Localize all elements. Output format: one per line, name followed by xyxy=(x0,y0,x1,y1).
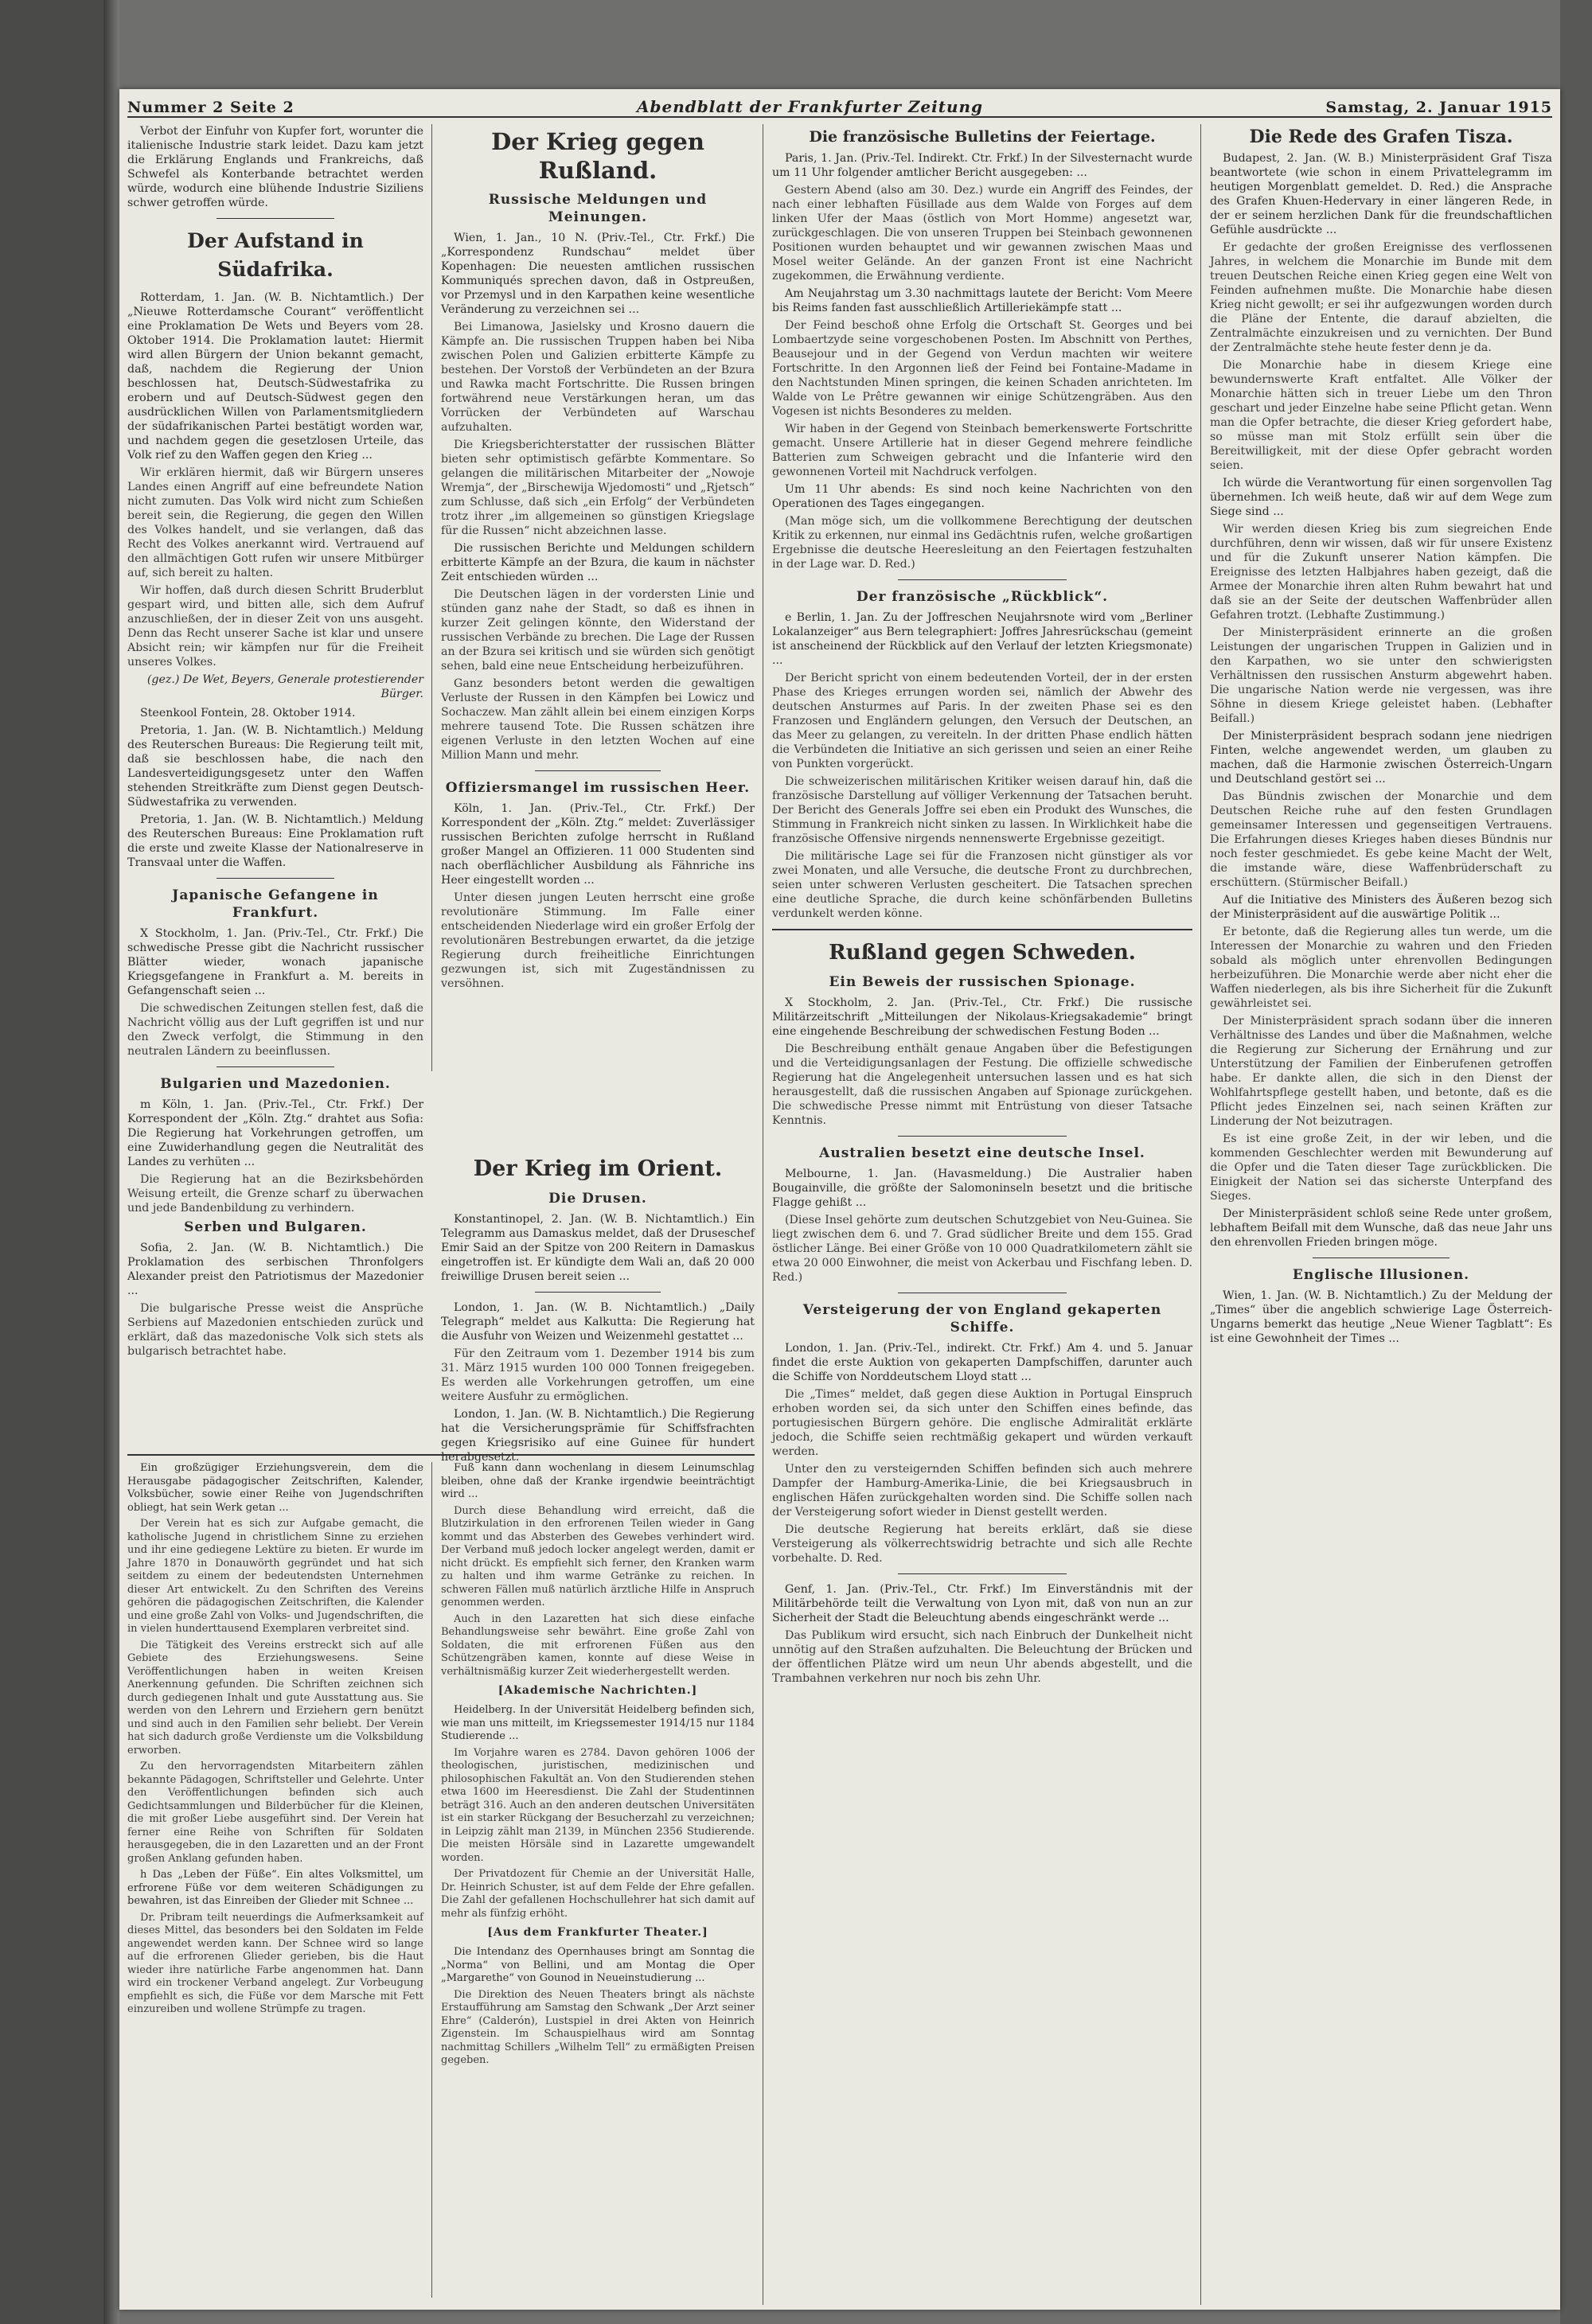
subhead-schweden: Ein Beweis der russischen Spionage. xyxy=(829,974,1136,990)
column-divider xyxy=(431,1462,432,2298)
feuilleton-text: Die Intendanz des Opernhauses bringt am Sonntag die „Norma“ von Bellini, und am Montag die Oper „Margarethe“ von Gounod in Neueinstudierung ... xyxy=(441,1946,755,1984)
headline-theater: [Aus dem Frankfurter Theater.] xyxy=(487,1926,708,1939)
headline-schweden: Rußland gegen Schweden. xyxy=(829,941,1136,965)
article-text: Die russischen Berichte und Meldungen schildern erbitterte Kämpfe an der Bzura, die kaum in nächster Zeit entschieden würden ... xyxy=(441,542,755,583)
page-number: Nummer 2 Seite 2 xyxy=(127,99,295,116)
feuilleton-text: Fuß kann dann wochenlang in diesem Leinumschlag bleiben, ohne daß der Kranke irgendwie beeinträchtigt wird ... xyxy=(441,1462,755,1500)
article-text: Am Neujahrstag um 3.30 nachmittags lautete der Bericht: Vom Meere bis Reims fanden fast ausschließlich Artilleriekämpfe statt ... xyxy=(772,287,1192,314)
intro-text: Verbot der Einfuhr von Kupfer fort, worunter die italienische Industrie stark leidet. Dazu kam jetzt die Erklärung Englands und Frankreichs, daß Schwefel als Konterbande betrachtet werden würde, wodurch eine blühende Industrie Siziliens schwer getroffen würde. xyxy=(127,125,423,209)
article-text: m Köln, 1. Jan. (Priv.-Tel., Ctr. Frkf.) Der Korrespondent der „Köln. Ztg.“ drahtet aus Sofia: Die Regierung hat Vorkehrungen getroffen, um eine Zuwiderhandlung gegen die Neutralität des Landes zu verhüten ... xyxy=(127,1098,423,1168)
article-text: Genf, 1. Jan. (Priv.-Tel., Ctr. Frkf.) Im Einverständnis mit der Militärbehörde teilt die Verwaltung von Lyon mit, daß von nun an zur Sicherheit der Stadt die Beleuchtung abends eingeschränkt werde ... xyxy=(772,1583,1192,1624)
book-binding xyxy=(0,0,119,2324)
headline-orient: Der Krieg im Orient. xyxy=(473,1156,723,1181)
article-text: Konstantinopel, 2. Jan. (W. B. Nichtamtlich.) Ein Telegramm aus Damaskus meldet, daß der Druseschef Emir Said an der Spitze von 200 Reitern in Damaskus eingetroffen ist. Er kündigte dem Wali an, daß 20 000 freiwillige Drusen bereit seien ... xyxy=(441,1213,755,1283)
article-text: Um 11 Uhr abends: Es sind noch keine Nachrichten von den Operationen des Tages eingegangen. xyxy=(772,483,1192,510)
headline-tisza: Die Rede des Grafen Tisza. xyxy=(1249,127,1513,147)
headline-russland: Der Krieg gegen Rußland. xyxy=(491,128,704,184)
article-text: Wien, 1. Jan., 10 N. (Priv.-Tel., Ctr. Frkf.) Die „Korrespondenz Rundschau“ meldet über Kopenhagen: Die neuesten amtlichen russischen Kommuniqués sprechen davon, daß in Ostpreußen, vor Przemysl und in den Karpathen keine wesentliche Veränderung zu verzeichnen sei ... xyxy=(441,232,755,316)
feuilleton-rule xyxy=(127,1454,755,1456)
headline-bulgarien: Bulgarien und Mazedonien. xyxy=(160,1076,391,1092)
article-text: X Stockholm, 2. Jan. (Priv.-Tel., Ctr. Frkf.) Die russische Militärzeitschrift „Mitteilungen der Nikolaus-Kriegsakademie“ bringt eine eingehende Beschreibung der schwedischen Festung Boden ... xyxy=(772,996,1192,1038)
article-text: London, 1. Jan. (Priv.-Tel., indirekt. Ctr. Frkf.) Am 4. und 5. Januar findet die erste Auktion von gekaperten Dampfschiffen, darunter auch die Schiffe von Norddeutschem Lloyd statt ... xyxy=(772,1342,1192,1383)
article-text: Sofia, 2. Jan. (W. B. Nichtamtlich.) Die Proklamation des serbischen Thronfolgers Alexander preist den Patriotismus der Mazedonier ... xyxy=(127,1242,423,1297)
article-text: Der Ministerpräsident besprach sodann jene niedrigen Finten, welche angewendet werden, um glauben zu machen, daß die Harmonie zwischen Österreich-Ungarn und Deutschland gestört sei ... xyxy=(1210,730,1552,786)
feuilleton-text: Heidelberg. In der Universität Heidelberg befinden sich, wie man uns mitteilt, im Kriegssemester 1914/15 nur 1184 Studierende ... xyxy=(441,1704,755,1742)
running-header xyxy=(127,89,1552,118)
headline-japan: Japanische Gefangene in Frankfurt. xyxy=(172,887,379,921)
article-text: London, 1. Jan. (W. B. Nichtamtlich.) „Daily Telegraph“ meldet aus Kalkutta: Die Regierung hat die Ausfuhr von Weizen und Weizenmehl gestattet ... xyxy=(441,1301,755,1343)
page-edge xyxy=(1560,0,1592,2324)
article-text: Rotterdam, 1. Jan. (W. B. Nichtamtlich.) Der „Nieuwe Rotterdamsche Courant“ veröffentlicht eine Proklamation De Wets und Beyers vom 28. Oktober 1914. Die Proklamation lautet: Hiermit wird allen Bürgern der Union bekannt gemacht, daß, nachdem die Regierung der Union beschlossen hat, Deutsch-Südwestafrika zu erobern und auf Deutsch-Südwest gegen den ausdrücklichen Willen von Parlamentsmitgliedern der südafrikanischen Partei bestätigt worden war, und nachdem gegen die gesetzlosen Urteile, das Volk rief zu den Waffen gegen den Krieg ... xyxy=(127,291,423,462)
article-text: e Berlin, 1. Jan. Zu der Joffreschen Neujahrsnote wird vom „Berliner Lokalanzeiger“ aus Bern telegraphiert: Joffres Jahresrückschau (gemeint ist anscheinend der Rückblick auf den Verlauf der letzten Kriegsmonate) ... xyxy=(772,611,1192,667)
orient-block: Der Krieg im Orient. Die Drusen. Konstantinopel, 2. Jan. (W. B. Nichtamtlich.) Ein Telegramm aus Damaskus meldet, daß der Druseschef Emir Said an der Spitze von 200 Reitern in Damaskus eingetroffen ist. Er kündigte dem Wali an, daß 20 000 freiwillige Drusen bereit seien ... London, 1. Jan. (W. B. Nichtamtlich.) „Daily Telegraph“ meldet aus Kalkutta: Die Regierung hat die Ausfuhr von Weizen und Weizenmehl gestattet ... Für den Zeitraum vom 1. Dezember 1914 bis zum 31. März 1915 wurden 100 000 Tonnen freigegeben. Es werden alle Vorkehrungen getroffen, um eine weitere Ausfuhr zu ermöglichen. London, 1. Jan. (W. B. Nichtamtlich.) Die Regierung hat die Versicherungsprämie für Schiffsfrachten gegen Kriegsrisiko auf eine Guinee für hundert herabgesetzt. xyxy=(441,1156,755,1464)
column-3: Die französische Bulletins der Feiertage. Paris, 1. Jan. (Priv.-Tel. Indirekt. Ctr. Frkf.) In der Silvesternacht wurde um 11 Uhr folgender amtlicher Bericht ausgegeben: ... Gestern Abend (also am 30. Dez.) wurde ein Angriff des Feindes, der nach einer lebhaften Füsillade aus dem Walde von Forges auf dem linken Ufer der Maas (östlich von Mort Homme) angesetzt war, zurückgeschlagen. Die von unseren Truppen bei Steinbach gewonnenen Positionen wurden behauptet und wir gewannen zwischen Maas und Mosel weiter Gelände. An der ganzen Front ist eine Nachricht zugekommen, die Erwähnung verdiente. Am Neujahrstag um 3.30 nachmittags lautete der Bericht: Vom Meere bis Reims fanden fast ausschließlich Artilleriekämpfe statt ... Der Feind beschoß ohne Erfolg die Ortschaft St. Georges und bei Lombaertzyde seine vorgeschobenen Posten. Im Abschnitt von Perthes, Beausejour und in der Gegend von Verdun machten wir weitere Fortschritte. In den Argonnen ließ der Feind bei Fontaine-Madame in den Nachtstunden Minen springen, die keinen Schaden anrichteten. Im Walde von Le Prêtre gewannen wir einige Schützengräben. Aus den Vogesen ist nichts Besonderes zu melden. Wir haben in der Gegend von Steinbach bemerkenswerte Fortschritte gemacht. Unsere Artillerie hat in dieser Gegend mehrere feindliche Batterien zum Schweigen gebracht und die Infanterie wird den gewonnenen Vorteil mit Nachdruck verfolgen. Um 11 Uhr abends: Es sind noch keine Nachrichten von den Operationen des Tages eingegangen. (Man möge sich, um die vollkommene Berechtigung der deutschen Kritik zu erkennen, nur einmal ins Gedächtnis rufen, welche großartigen Ergebnisse die deutsche Heeresleitung an den Feiertagen festzuhalten in der Lage war. D. Red.) Der französische „Rückblick“. e Berlin, 1. Jan. Zu der Joffreschen Neujahrsnote wird vom „Berliner Lokalanzeiger“ aus Bern telegraphiert: Joffres Jahresrückschau (gemeint ist anscheinend der Rückblick auf den Verlauf der letzten Kriegsmonate) ... Der Bericht spricht von einem bedeutenden Vorteil, der in der ersten Phase des Krieges errungen worden sei, nämlich der Abwehr des deutschen Ansturmes auf Paris. In der zweiten Phase sei es den Franzosen und Engländern gelungen, den Versuch der Deutschen, an das Meer zu gelangen, zu vereiteln. In der dritten Phase endlich hätten die Verbündeten die Initiative an sich gerissen und seien an einer Reihe von Punkten vorgerückt. Die schweizerischen militärischen Kritiker weisen darauf hin, daß die französische Darstellung auf völliger Verkennung der Tatsachen beruht. Der Bericht des Generals Joffre sei eben ein Produkt des Wunsches, die Stimmung in Frankreich nicht sinken zu lassen. In Wirklichkeit habe die französische Offensive nirgends nennenswerte Ergebnisse gezeitigt. Die militärische Lage sei für die Franzosen nicht günstiger als vor zwei Monaten, und alle Versuche, die deutsche Front zu durchbrechen, seien unter schweren Verlusten gescheitert. Die Tatsachen sprechen eine deutliche Sprache, die durch keine schönfärbenden Bulletins verdunkelt werden könne. Rußland gegen Schweden. Ein Beweis der russischen Spionage. X Stockholm, 2. Jan. (Priv.-Tel., Ctr. Frkf.) Die russische Militärzeitschrift „Mitteilungen der Nikolaus-Kriegsakademie“ bringt eine eingehende Beschreibung der schwedischen Festung Boden ... Die Beschreibung enthält genaue Angaben über die Befestigungen und die Verteidigungsanlagen der Festung. Die offizielle schwedische Regierung hat die Angelegenheit untersuchen lassen und es hat sich herausgestellt, daß die russischen Angaben auf Spionage zurückgehen. Die schwedische Presse nimmt mit Entrüstung von dieser Tatsache Kenntnis. Australien besetzt eine deutsche Insel. Melbourne, 1. Jan. (Havasmeldung.) Die Australier haben Bougainville, die größte der Salomoninseln besetzt und die britische Flagge gehißt ... (Diese Insel gehörte zum deutschen Schutzgebiet von Neu-Guinea. Sie liegt zwischen dem 6. und 7. Grad südlicher Breite und dem 155. Grad östlicher Länge. Bei einer Größe von 10 000 Quadratkilometern zählt sie etwa 20 000 Einwohner, die meist von Ackerbau und Fischfang leben. D. Red.) Versteigerung der von England gekaperten Schiffe. London, 1. Jan. (Priv.-Tel., indirekt. Ctr. Frkf.) Am 4. und 5. Januar findet die erste Auktion von gekaperten Dampfschiffen, darunter auch die Schiffe von Norddeutschem Lloyd statt ... Die „Times“ meldet, daß gegen diese Auktion in Portugal Einspruch erhoben worden sei, da sich unter den Schiffen eines befinde, das portugiesischen Bürgern gehöre. Die englische Admiralität erklärte jedoch, die Schiffe seien rechtmäßig gekapert und würden verkauft werden. Unter den zu versteigernden Schiffen befinden sich auch mehrere Dampfer der Hamburg-Amerika-Linie, die bei Kriegsausbruch in englischen Häfen zurückgehalten worden sind. Die Schiffe sollen nach der Versteigerung sofort wieder in Dienst gestellt werden. Die deutsche Regierung hat bereits erklärt, daß sie diese Versteigerung als völkerrechtswidrig betrachte und sich alle Rechte vorbehalte. D. Red. Genf, 1. Jan. (Priv.-Tel., Ctr. Frkf.) Im Einverständnis mit der Militärbehörde teilt die Verwaltung von Lyon mit, daß von nun an zur Sicherheit der Stadt die Beleuchtung abends eingeschränkt werde ... Das Publikum wird ersucht, sich nach Einbruch der Dunkelheit nicht unnötig auf den Straßen aufzuhalten. Die Beleuchtung der Brücken und der öffentlichen Plätze wird um neun Uhr abends abgestellt, und die Trambahnen verkehren nur noch bis zehn Uhr. xyxy=(772,128,1192,1685)
subhead-russ: Russische Meldungen und Meinungen. xyxy=(488,192,708,225)
headline-serben: Serben und Bulgaren. xyxy=(184,1219,367,1235)
signature: (gez.) De Wet, Beyers, Generale protestierender Bürger. xyxy=(146,673,423,700)
newspaper-page xyxy=(119,89,1560,2310)
headline-offiziere: Offiziersmangel im russischen Heer. xyxy=(445,780,751,796)
headline-frankreich: Die französische Bulletins der Feiertage. xyxy=(809,128,1156,146)
article-text: X Stockholm, 1. Jan. (Priv.-Tel., Ctr. Frkf.) Die schwedische Presse gibt die Nachricht russischer Blätter wieder, wonach japanische Kriegsgefangene in Frankfurt a. M. bereits in Gefangenschaft seien ... xyxy=(127,927,423,997)
headline-rueckblick: Der französische „Rückblick“. xyxy=(856,589,1109,605)
headline-australien: Australien besetzt eine deutsche Insel. xyxy=(819,1145,1145,1161)
feuilleton-text: Ein großzügiger Erziehungsverein, dem die Herausgabe pädagogischer Zeitschriften, Kalender, Volksbücher, sowie einer Reihe von Jugendschriften obliegt, hat sein Werk getan ... xyxy=(127,1462,423,1514)
article-text: Melbourne, 1. Jan. (Havasmeldung.) Die Australier haben Bougainville, die größte der Salomoninseln besetzt und die britische Flagge gehißt ... xyxy=(772,1168,1192,1209)
dateline: Steenkool Fontein, 28. Oktober 1914. xyxy=(140,707,356,719)
article-text: Wien, 1. Jan. (W. B. Nichtamtlich.) Zu der Meldung der „Times“ über die angeblich schwierige Lage Österreich-Ungarns bemerkt das heutige „Neue Wiener Tagblatt“: Es ist eine Gewohnheit der Times ... xyxy=(1210,1289,1552,1345)
article-text: Ich würde die Verantwortung für einen sorgenvollen Tag übernehmen. Ich weiß heute, daß wir auf dem Wege zum Siege sind ... xyxy=(1210,477,1552,518)
headline-illusionen: Englische Illusionen. xyxy=(1292,1267,1470,1283)
article-text: Auf die Initiative des Ministers des Äußeren bezog sich der Ministerpräsident auf die auswärtige Politik ... xyxy=(1210,894,1552,921)
article-text: London, 1. Jan. (W. B. Nichtamtlich.) Die Regierung hat die Versicherungsprämie für Schiffsfrachten gegen Kriegsrisiko auf eine Guinee für hundert herabgesetzt. xyxy=(441,1408,755,1464)
article-text: Der Ministerpräsident schloß seine Rede unter großem, lebhaftem Beifall mit dem Wunsche, daß das neue Jahr uns den ehrenvollen Frieden bringen möge. xyxy=(1210,1207,1552,1249)
column-2: Der Krieg gegen Rußland. Russische Meldungen und Meinungen. Wien, 1. Jan., 10 N. (Priv.-Tel., Ctr. Frkf.) Die „Korrespondenz Rundschau“ meldet über Kopenhagen: Die neuesten amtlichen russischen Kommuniqués sprechen davon, daß in Ostpreußen, vor Przemysl und in den Karpathen keine wesentliche Veränderung zu verzeichnen sei ... Bei Limanowa, Jasielsky und Krosno dauern die Kämpfe an. Die russischen Truppen haben bei Niba zwischen Polen und Galizien erbitterte Kämpfe zu bestehen. Der Vorstoß der Verbündeten an der Bzura und Rawka macht Fortschritte. Die Russen bringen fortwährend neue Verstärkungen heran, um das Vorrücken der Verbündeten auf Warschau aufzuhalten. Die Kriegsberichterstatter der russischen Blätter bieten sehr optimistisch gefärbte Kommentare. So gelangen die militärischen Mitarbeiter der „Nowoje Wremja“, der „Birschewija Wjedomosti“ und „Rjetsch“ zum Schlusse, daß sich „ein Erfolg“ der Verbündeten trotz ihrer „im allgemeinen so günstigen Kriegslage für die Russen“ nicht abzeichnen lasse. Die russischen Berichte und Meldungen schildern erbitterte Kämpfe an der Bzura, die kaum in nächster Zeit entschieden würden ... Die Deutschen lägen in der vordersten Linie und stünden ganz nahe der Stadt, so daß es ihnen in kurzer Zeit gelingen könnte, den Widerstand der russischen Verbände zu brechen. Die Lage der Russen an der Bzura sei kritisch und sie würden sich genötigt sehen, bald eine neue Entscheidung herbeizuführen. Ganz besonders betont werden die gewaltigen Verluste der Russen in den Kämpfen bei Lowicz und Sochaczew. Man zählt allein bei einem einzigen Korps mehrere tausend Tote. Die Russen schätzen ihre eigenen Verluste in den letzten Wochen auf eine Million Mann und mehr. Offiziersmangel im russischen Heer. Köln, 1. Jan. (Priv.-Tel., Ctr. Frkf.) Der Korrespondent der „Köln. Ztg.“ meldet: Zuverlässiger russischen Berichten zufolge herrscht in Rußland großer Mangel an Offizieren. 11 000 Studenten sind nach oberflächlicher Ausbildung als Fähnriche ins Heer eingestellt worden ... Unter diesen jungen Leuten herrscht eine große revolutionäre Stimmung. Im Falle einer entscheidenden Niederlage wird ein großer Erfolg der revolutionären Bestrebungen erwartet, da die jetzige Regierung durch freiheitliche Einrichtungen gezwungen ist, sich mit Zugeständnissen zu versöhnen. xyxy=(441,128,755,990)
issue-date: Samstag, 2. Januar 1915 xyxy=(1325,99,1552,116)
feuilleton-right: Fuß kann dann wochenlang in diesem Leinumschlag bleiben, ohne daß der Kranke irgendwie beeinträchtigt wird ... Durch diese Behandlung wird erreicht, daß die Blutzirkulation in den erfrorenen Teilen wieder in Gang kommt und das Absterben des Gewebes verhindert wird. Der Verband muß jedoch locker angelegt werden, damit er nicht drückt. Es empfiehlt sich ferner, den Kranken warm zu halten und ihm warme Getränke zu reichen. In schweren Fällen muß natürlich ärztliche Hilfe in Anspruch genommen werden. Auch in den Lazaretten hat sich diese einfache Behandlungsweise sehr bewährt. Eine große Zahl von Soldaten, die mit erfrorenen Füßen aus den Schützengräben kamen, konnte auf diese Weise in verhältnismäßig kurzer Zeit wiederhergestellt werden. [Akademische Nachrichten.] Heidelberg. In der Universität Heidelberg befinden sich, wie man uns mitteilt, im Kriegssemester 1914/15 nur 1184 Studierende ... Im Vorjahre waren es 2784. Davon gehören 1006 der theologischen, juristischen, medizinischen und philosophischen Fakultät an. Von den Studierenden stehen etwa 1600 im Heeresdienst. Die Zahl der Studentinnen beträgt 316. Auch an den anderen deutschen Universitäten ist ein starker Rückgang der Besucherzahl zu verzeichnen; in Leipzig zählt man 2139, in München 2356 Studierende. Die meisten Hörsäle sind in Lazarette umgewandelt worden. Der Privatdozent für Chemie an der Universität Halle, Dr. Heinrich Schuster, ist auf dem Felde der Ehre gefallen. Die Zahl der gefallenen Hochschullehrer hat sich damit auf mehr als fünfzig erhöht. [Aus dem Frankfurter Theater.] Die Intendanz des Opernhauses bringt am Sonntag die „Norma“ von Bellini, und am Montag die Oper „Margarethe“ von Gounod in Neueinstudierung ... Die Direktion des Neuen Theaters bringt als nächste Erstaufführung am Samstag den Schwank „Der Arzt seiner Ehre“ (Calderón), Lustspiel in drei Akten von Heinrich Zigenstein. Im Schauspielhaus wird am Sonntag nachmittag Schillers „Wilhelm Tell“ zu ermäßigten Preisen gegeben. xyxy=(441,1462,755,2066)
subhead-drusen: Die Drusen. xyxy=(548,1191,647,1207)
column-divider xyxy=(1200,124,1201,2305)
column-4: Die Rede des Grafen Tisza. Budapest, 2. Jan. (W. B.) Ministerpräsident Graf Tisza beantwortete (wie schon in einem Privattelegramm im heutigen Morgenblatt gemeldet. D. Red.) die Ansprache des Grafen Khuen-Hedervary in einer längeren Rede, in der er seinem herzlichen Dank für die freundschaftlichen Gefühle ausdrückte ... Er gedachte der großen Ereignisse des verflossenen Jahres, in welchem die Monarchie im Bunde mit dem treuen Deutschen Reiche einen Krieg gegen eine Welt von Feinden aufnehmen mußte. Die Monarchie habe diesen Krieg nicht gewollt; er sei ihr aufgezwungen worden durch die Pläne der Entente, die darauf abzielten, die Zentralmächte einzukreisen und zu vernichten. Der Bund der Zentralmächte stehe heute fester denn je da. Die Monarchie habe in diesem Kriege eine bewundernswerte Kraft entfaltet. Alle Völker der Monarchie hätten sich in treuer Liebe um den Thron geschart und jeder Einzelne habe seine Pflicht getan. Wenn man die Opfer betrachte, die dieser Krieg gefordert habe, so müsse man mit Stolz erfüllt sein über die Bereitwilligkeit, mit der diese Opfer gebracht worden seien. Ich würde die Verantwortung für einen sorgenvollen Tag übernehmen. Ich weiß heute, daß wir auf dem Wege zum Siege sind ... Wir werden diesen Krieg bis zum siegreichen Ende durchführen, denn wir wissen, daß wir für unsere Existenz und für die Zukunft unserer Nation kämpfen. Die Ereignisse des letzten Halbjahres haben gezeigt, daß die Armee der Monarchie ihren alten Ruhm bewahrt hat und daß sie an der Seite der deutschen Waffenbrüder allen Gefahren trotzt. (Lebhafte Zustimmung.) Der Ministerpräsident erinnerte an die großen Leistungen der ungarischen Truppen in Galizien und in den Karpathen, wo sie unter den schwierigsten Verhältnissen den russischen Ansturm abgewehrt haben. Die ungarische Nation werde nie vergessen, was ihre Söhne in diesem Kriege geleistet haben. (Lebhafter Beifall.) Der Ministerpräsident besprach sodann jene niedrigen Finten, welche angewendet werden, um glauben zu machen, daß die Harmonie zwischen Österreich-Ungarn und Deutschland gestört sei ... Das Bündnis zwischen der Monarchie und dem Deutschen Reiche ruhe auf den festen Grundlagen gemeinsamer Interessen und gegenseitigen Vertrauens. Die Erfahrungen dieses Krieges haben dieses Bündnis nur noch fester geschmiedet. Es gebe keine Macht der Welt, die imstande wäre, diese Waffenbrüderschaft zu erschüttern. (Stürmischer Beifall.) Auf die Initiative des Ministers des Äußeren bezog sich der Ministerpräsident auf die auswärtige Politik ... Er betonte, daß die Regierung alles tun werde, um die Interessen der Monarchie zu wahren und den Frieden sobald als möglich unter ehrenvollen Bedingungen herbeizuführen. Die Monarchie werde aber nicht eher die Waffen niederlegen, als bis ihre Sicherheit für die Zukunft gewährleistet sei. Der Ministerpräsident sprach sodann über die inneren Verhältnisse des Landes und über die Maßnahmen, welche die Regierung zur Sicherung der Ernährung und zur Unterstützung der Familien der Einberufenen getroffen habe. Er dankte allen, die sich in den Dienst der Wohlfahrtspflege gestellt haben, und betonte, daß es die Pflicht jedes Einzelnen sei, nach seinen Kräften zur Linderung der Not beizutragen. Es ist eine große Zeit, in der wir leben, und die kommenden Geschlechter werden mit Bewunderung auf die Opfer und die Taten dieser Tage zurückblicken. Die Einigkeit der Nation sei das sicherste Unterpfand des Sieges. Der Ministerpräsident schloß seine Rede unter großem, lebhaftem Beifall mit dem Wunsche, daß das neue Jahr uns den ehrenvollen Frieden bringen möge. Englische Illusionen. Wien, 1. Jan. (W. B. Nichtamtlich.) Zu der Meldung der „Times“ über die angeblich schwierige Lage Österreich-Ungarns bemerkt das heutige „Neue Wiener Tagblatt“: Es ist eine Gewohnheit der Times ... xyxy=(1210,127,1552,1345)
article-text: Paris, 1. Jan. (Priv.-Tel. Indirekt. Ctr. Frkf.) In der Silvesternacht wurde um 11 Uhr folgender amtlicher Bericht ausgegeben: ... xyxy=(772,152,1192,179)
article-text: Pretoria, 1. Jan. (W. B. Nichtamtlich.) Meldung des Reuterschen Bureaus: Eine Proklamation ruft die erste und zweite Klasse der Nationalreserve in Transvaal unter die Waffen. xyxy=(127,813,423,869)
feuilleton-text: h Das „Leben der Füße“. Ein altes Volksmittel, um erfrorene Füße vor dem weiteren Schädigungen zu bewahren, ist das Einreiben der Glieder mit Schnee ... xyxy=(127,1869,423,1907)
column-1: Verbot der Einfuhr von Kupfer fort, worunter die italienische Industrie stark leidet. Dazu kam jetzt die Erklärung Englands und Frankreichs, daß Schwefel als Konterbande betrachtet werden würde, wodurch eine blühende Industrie Siziliens schwer getroffen würde. Der Aufstand in Südafrika. Rotterdam, 1. Jan. (W. B. Nichtamtlich.) Der „Nieuwe Rotterdamsche Courant“ veröffentlicht eine Proklamation De Wets und Beyers vom 28. Oktober 1914. Die Proklamation lautet: Hiermit wird allen Bürgern der Union bekannt gemacht, daß, nachdem die Regierung der Union beschlossen hat, Deutsch-Südwestafrika zu erobern und auf Deutsch-Südwest gegen den ausdrücklichen Willen von Parlamentsmitgliedern der südafrikanischen Partei bestätigt worden war, und nachdem gegen die gesetzlosen Urteile, das Volk rief zu den Waffen gegen den Krieg ... Wir erklären hiermit, daß wir Bürgern unseres Landes einen Angriff auf eine befreundete Nation nicht zumuten. Das Volk wird nicht zum Schießen bereit sein, die Regierung, die gegen den Willen des Volkes handelt, und sie verlangen, daß das Recht des Volkes anerkannt wird. Vertrauend auf den allmächtigen Gott rufen wir unsere Mitbürger auf, sich bereit zu halten. Wir hoffen, daß durch diesen Schritt Bruderblut gespart wird, und bitten alle, sich dem Aufruf anzuschließen, der in dieser Zeit von uns ausgeht. Denn das Recht unserer Sache ist klar und unsere Absicht rein; wir kämpfen nur für die Freiheit unseres Volkes. (gez.) De Wet, Beyers, Generale protestierender Bürger. Steenkool Fontein, 28. Oktober 1914. Pretoria, 1. Jan. (W. B. Nichtamtlich.) Meldung des Reuterschen Bureaus: Die Regierung teilt mit, daß sie beschlossen habe, die nach den Landesverteidigungsgesetz unter den Waffen stehenden Streitkräfte zum Dienst gegen Deutsch-Südwestafrika zu verwenden. Pretoria, 1. Jan. (W. B. Nichtamtlich.) Meldung des Reuterschen Bureaus: Eine Proklamation ruft die erste und zweite Klasse der Nationalreserve in Transvaal unter die Waffen. Japanische Gefangene in Frankfurt. X Stockholm, 1. Jan. (Priv.-Tel., Ctr. Frkf.) Die schwedische Presse gibt die Nachricht russischer Blätter wieder, wonach japanische Kriegsgefangene in Frankfurt a. M. bereits in Gefangenschaft seien ... Die schwedischen Zeitungen stellen fest, daß die Nachricht völlig aus der Luft gegriffen ist und nur den Zweck verfolgt, die Stimmung in den neutralen Ländern zu beeinflussen. Bulgarien und Mazedonien. m Köln, 1. Jan. (Priv.-Tel., Ctr. Frkf.) Der Korrespondent der „Köln. Ztg.“ drahtet aus Sofia: Die Regierung hat Vorkehrungen getroffen, um eine Zuwiderhandlung gegen die Neutralität des Landes zu verhüten ... Die Regierung hat an die Bezirksbehörden Weisung erteilt, die Grenze scharf zu überwachen und jede Bandenbildung zu verhindern. Serben und Bulgaren. Sofia, 2. Jan. (W. B. Nichtamtlich.) Die Proklamation des serbischen Thronfolgers Alexander preist den Patriotismus der Mazedonier ... Die bulgarische Presse weist die Ansprüche Serbiens auf Mazedonien entschieden zurück und erklärt, daß das mazedonische Volk sich stets als bulgarisch betrachtet habe. xyxy=(127,125,423,1358)
article-text: Pretoria, 1. Jan. (W. B. Nichtamtlich.) Meldung des Reuterschen Bureaus: Die Regierung teilt mit, daß sie beschlossen habe, die nach den Landesverteidigungsgesetz unter den Waffen stehenden Streitkräfte zum Dienst gegen Deutsch-Südwestafrika zu verwenden. xyxy=(127,724,423,809)
feuilleton-left: Ein großzügiger Erziehungsverein, dem die Herausgabe pädagogischer Zeitschriften, Kalender, Volksbücher, sowie einer Reihe von Jugendschriften obliegt, hat sein Werk getan ... Der Verein hat es sich zur Aufgabe gemacht, die katholische Jugend in christlichem Sinne zu erziehen und ihr eine gediegene Lektüre zu bieten. Er wurde im Jahre 1870 in Donauwörth gegründet und hat sich seitdem zu einem der bedeutendsten Unternehmen dieser Art entwickelt. Zu den Schriften des Vereins gehören die pädagogischen Zeitschriften, die Kalender und eine große Zahl von Volks- und Jugendschriften, die in vielen hunderttausend Exemplaren verbreitet sind. Die Tätigkeit des Vereins erstreckt sich auf alle Gebiete des Erziehungswesens. Seine Veröffentlichungen haben in weiten Kreisen Anerkennung gefunden. Die Schriften zeichnen sich durch gediegenen Inhalt und gute Ausstattung aus. Sie werden von den Lehrern und Erziehern gern benützt und sind auch in den Familien sehr beliebt. Der Verein hat sich dadurch große Verdienste um die Volksbildung erworben. Zu den hervorragendsten Mitarbeitern zählen bekannte Pädagogen, Schriftsteller und Gelehrte. Unter den Veröffentlichungen befinden sich auch Gedichtsammlungen und Bilderbücher für die Kleinen, die mit großer Liebe ausgeführt sind. Der Verein hat ferner eine Reihe von Schriften für Soldaten herausgegeben, die in den Lazaretten und an der Front großen Anklang gefunden haben. h Das „Leben der Füße“. Ein altes Volksmittel, um erfrorene Füße vor dem weiteren Schädigungen zu bewahren, ist das Einreiben der Glieder mit Schnee ... Dr. Pribram teilt neuerdings die Aufmerksamkeit auf dieses Mittel, das besonders bei den Soldaten im Felde angewendet werden kann. Der Schnee wird so lange auf die erfrorenen Glieder gerieben, bis die Haut wieder ihre natürliche Farbe angenommen hat. Dann wird ein trockener Verband angelegt. Zur Vorbeugung empfiehlt es sich, die Füße vor dem Marsche mit Fett einzureiben und wollene Strümpfe zu tragen. xyxy=(127,1462,423,2015)
headline-versteigerung: Versteigerung der von England gekaperten Schiffe. xyxy=(802,1302,1162,1336)
headline-hochschul: [Akademische Nachrichten.] xyxy=(498,1684,698,1697)
masthead: Abendblatt der Frankfurter Zeitung xyxy=(636,97,984,116)
article-text: Köln, 1. Jan. (Priv.-Tel., Ctr. Frkf.) Der Korrespondent der „Köln. Ztg.“ meldet: Zuverlässiger russischen Berichten zufolge herrscht in Rußland großer Mangel an Offizieren. 11 000 Studenten sind nach oberflächlicher Ausbildung als Fähnriche ins Heer eingestellt worden ... xyxy=(441,802,755,887)
column-divider xyxy=(431,124,432,1071)
article-text: Budapest, 2. Jan. (W. B.) Ministerpräsident Graf Tisza beantwortete (wie schon in einem Privattelegramm im heutigen Morgenblatt gemeldet. D. Red.) die Ansprache des Grafen Khuen-Hedervary in einer längeren Rede, in der er seinem herzlichen Dank für die freundschaftlichen Gefühle ausdrückte ... xyxy=(1210,152,1552,236)
headline-sudafrika: Der Aufstand in Südafrika. xyxy=(187,229,364,281)
